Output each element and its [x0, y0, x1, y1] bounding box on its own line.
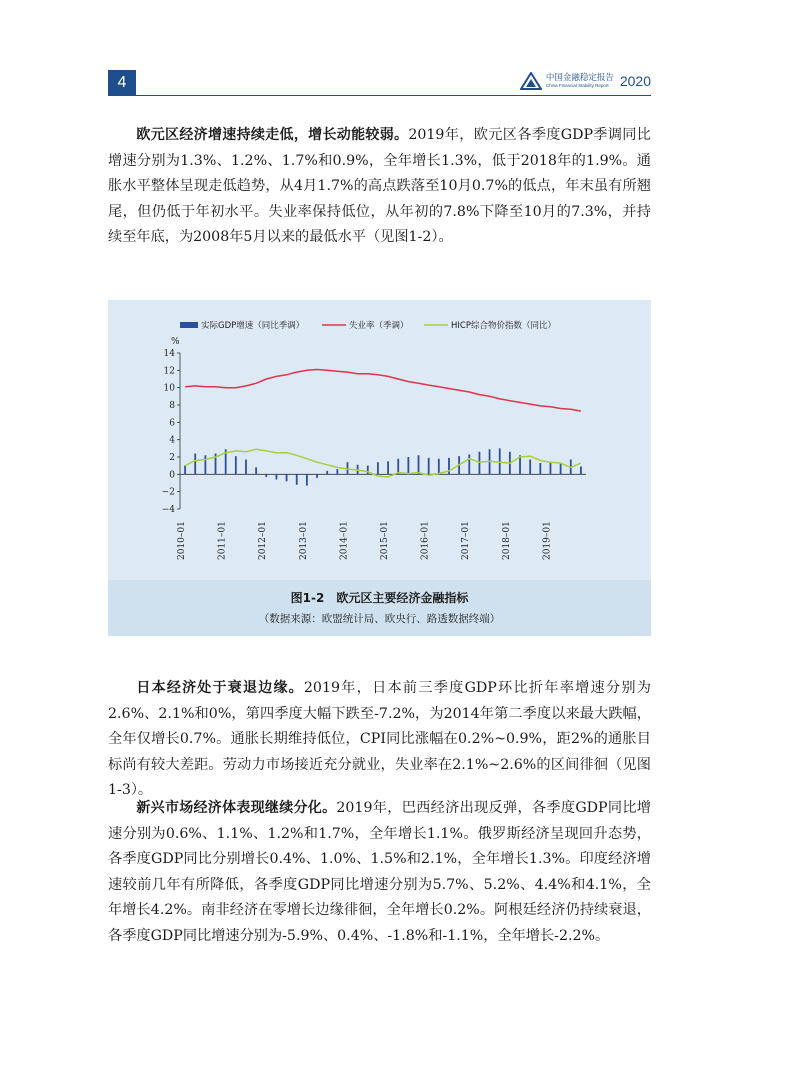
y-tick-label: 0 [169, 470, 175, 481]
y-tick-label: 14 [163, 349, 175, 359]
paragraph-eurozone-lead: 欧元区经济增速持续走低，增长动能较弱。 [136, 127, 409, 143]
gdp-bar [529, 460, 531, 475]
gdp-bar [580, 467, 582, 475]
gdp-bar [316, 474, 318, 477]
y-tick-label: 10 [163, 383, 175, 394]
y-tick-label: −2 [161, 487, 175, 498]
gdp-bar [407, 457, 409, 474]
gdp-bar [387, 461, 389, 474]
gdp-bar [438, 459, 440, 475]
y-tick-label: 6 [169, 418, 175, 429]
chart-lines [185, 370, 581, 477]
eurozone-chart [108, 300, 651, 580]
gdp-bar [204, 455, 206, 474]
unemployment-line [185, 370, 581, 412]
gdp-bar [367, 466, 369, 475]
report-title-en: China Financial Stability Report [545, 83, 609, 88]
y-tick-label: 12 [163, 366, 175, 377]
chart-legend [180, 320, 556, 331]
paragraph-eurozone-body: 2019年，欧元区各季度GDP季调同比增速分别为1.3%、1.2%、1.7%和0.9%，全年增长1.3%，低于2018年的1.9%。通胀水平整体呈现走低趋势，从4月1.7%的高点跌落至10月0.7%的低点，年末虽有所翘尾，但仍低于年初水平。失业率保持低位，从年初的7.8%下降至10月的7.3%，并持续至年底，为2008年5月以来的最低水平（见图1-2）。 [108, 127, 651, 245]
paragraph-eurozone [108, 123, 651, 251]
legend-unemployment-label: 失业率（季调） [349, 321, 409, 331]
x-tick-label: 2017–01 [461, 521, 472, 560]
gdp-bar [296, 474, 298, 484]
gdp-bar [550, 463, 552, 474]
x-tick-label: 2018–01 [501, 521, 512, 560]
gdp-bar [265, 474, 267, 477]
header-brand [520, 68, 651, 94]
paragraph-japan-body: 2019年，日本前三季度GDP环比折年率增速分别为2.6%、2.1%和0%，第四季度大幅下跌至-7.2%，为2014年第二季度以来最大跌幅，全年仅增长0.7%。通胀长期维持低位，CPI同比涨幅在0.2%~0.9%，距2%的通胀目标尚有较大差距。劳动力市场接近充分就业，失业率在2.1%~2.6%的区间徘徊（见图1-3）。 [108, 680, 651, 798]
gdp-bar [286, 474, 288, 481]
gdp-bar [377, 462, 379, 474]
y-tick-label: 4 [169, 435, 175, 446]
gdp-bar [418, 455, 420, 474]
report-year: 2020 [619, 73, 651, 89]
figure-source: （数据来源：欧盟统计局、欧央行、路透数据终端） [258, 613, 501, 625]
x-tick-label: 2010–01 [177, 521, 187, 560]
gdp-bar [306, 474, 308, 485]
gdp-bar [560, 464, 562, 474]
header-rule [108, 95, 651, 96]
y-tick-label: 2 [169, 453, 175, 463]
x-tick-label: 2019–01 [542, 521, 553, 560]
gdp-bars [184, 448, 582, 485]
legend-hicp-label: HICP综合物价指数（同比） [451, 321, 556, 331]
report-logo-icon [520, 72, 542, 90]
x-tick-label: 2013–01 [298, 521, 309, 560]
y-tick-label: −4 [161, 505, 175, 515]
gdp-bar [336, 469, 338, 474]
y-axis-unit: % [171, 337, 180, 347]
gdp-bar [235, 456, 237, 474]
page-number: 4 [108, 70, 136, 96]
figure-eurozone-indicators [108, 300, 651, 636]
gdp-bar [479, 452, 481, 475]
gdp-bar [326, 471, 328, 474]
gdp-bar [448, 458, 450, 474]
hicp-line [185, 449, 581, 477]
paragraph-japan-lead: 日本经济处于衰退边缘。 [136, 680, 304, 696]
y-tick-label: 8 [169, 401, 175, 411]
report-title-cn: 中国金融稳定报告 [545, 72, 614, 83]
x-tick-label: 2012–01 [258, 521, 269, 560]
legend-gdp-swatch [180, 322, 198, 328]
gdp-bar [184, 466, 186, 475]
figure-title: 图1-2 欧元区主要经济金融指标 [290, 591, 469, 605]
gdp-bar [245, 460, 247, 475]
gdp-bar [255, 467, 257, 474]
x-axis-labels [177, 521, 552, 560]
paragraph-emerging-body: 2019年，巴西经济出现反弹，各季度GDP同比增速分别为0.6%、1.1%、1.2%和1.7%，全年增长1.1%。俄罗斯经济呈现回升态势，各季度GDP同比分别增长0.4%、1.0%、1.5%和2.1%，全年增长1.3%。印度经济增速较前几年有所降低，各季度GDP同比增速分别为5.7%、5.2%、4.4%和4.1%，全年增长4.2%。南非经济在零增长边缘徘徊，全年增长0.2%。阿根廷经济仍持续衰退，各季度GDP同比增速分别为-5.9%、0.4%、-1.8%和-1.1%，全年增长-2.2%。 [108, 800, 651, 944]
x-tick-label: 2011–01 [217, 521, 228, 560]
paragraph-japan [108, 676, 651, 804]
paragraph-emerging-lead: 新兴市场经济体表现继续分化。 [136, 800, 337, 816]
x-tick-label: 2016–01 [420, 521, 431, 560]
x-tick-label: 2014–01 [339, 521, 350, 560]
gdp-bar [468, 454, 470, 474]
gdp-bar [276, 474, 278, 479]
paragraph-emerging-markets [108, 796, 651, 949]
legend-gdp-label: 实际GDP增速（同比季调） [201, 321, 305, 331]
gdp-bar [428, 458, 430, 474]
gdp-bar [539, 463, 541, 474]
gdp-bar [499, 448, 501, 474]
x-tick-label: 2015–01 [380, 521, 390, 560]
gdp-bar [194, 454, 196, 475]
